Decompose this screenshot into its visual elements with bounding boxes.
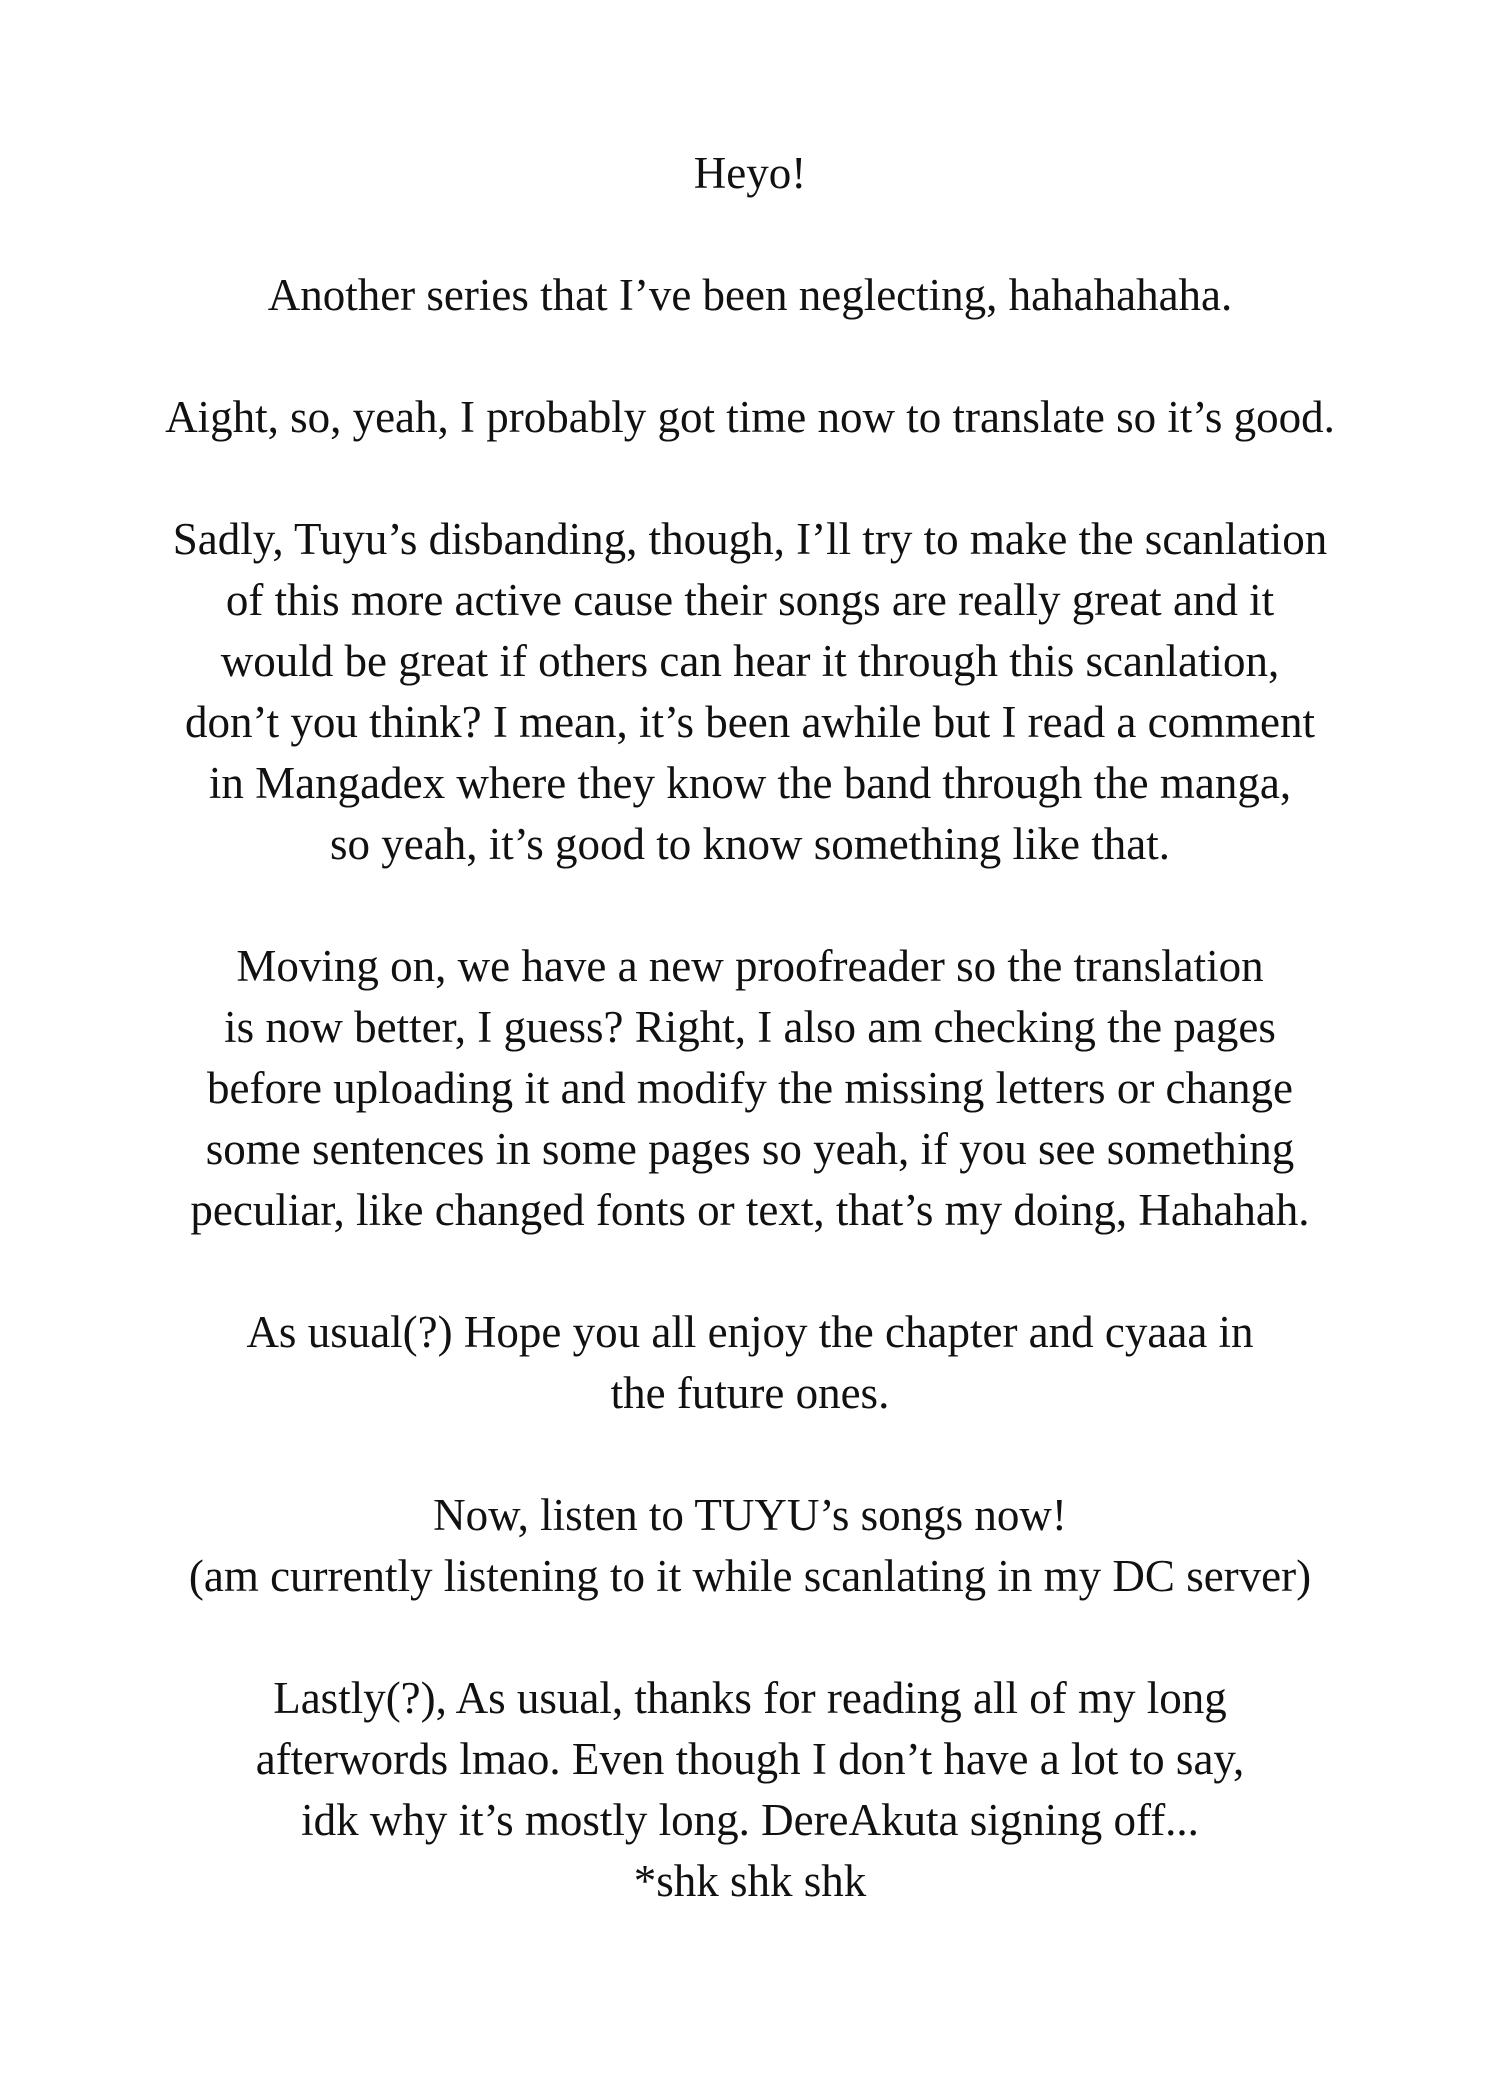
paragraph-listen-tuyu (0, 1485, 1500, 1607)
text-line: some sentences in some pages so yeah, if you see something (205, 1124, 1295, 1174)
text-line: before uploading it and modify the missing letters or change (207, 1063, 1293, 1113)
paragraph-neglecting (0, 265, 1500, 326)
text-line: so yeah, it’s good to know something like that. (330, 819, 1170, 869)
text-line: Now, listen to TUYU’s songs now! (433, 1490, 1067, 1540)
text-line: Moving on, we have a new proofreader so the translation (236, 941, 1264, 991)
afterword-text (0, 143, 1500, 1973)
paragraph-enjoy-chapter (0, 1302, 1500, 1424)
text-line: peculiar, like changed fonts or text, that’s my doing, Hahahah. (190, 1185, 1310, 1235)
text-line: *shk shk shk (633, 1856, 867, 1906)
text-line: Sadly, Tuyu’s disbanding, though, I’ll try to make the scanlation (172, 514, 1328, 564)
text-line: Lastly(?), As usual, thanks for reading all of my long (273, 1673, 1227, 1723)
text-line: As usual(?) Hope you all enjoy the chapter and cyaaa in (246, 1307, 1254, 1357)
paragraph-signing-off (0, 1668, 1500, 1912)
paragraph-tuyu-disbanding (0, 509, 1500, 875)
text-line: idk why it’s mostly long. DereAkuta signing off... (301, 1795, 1199, 1845)
text-line: the future ones. (610, 1368, 890, 1418)
paragraph-proofreader (0, 936, 1500, 1241)
text-line: in Mangadex where they know the band through the manga, (208, 758, 1292, 808)
greeting: Heyo! (693, 148, 807, 198)
text-line: of this more active cause their songs are really great and it (225, 575, 1275, 625)
text-line: afterwords lmao. Even though I don’t have a lot to say, (255, 1734, 1245, 1784)
text-line: Another series that I’ve been neglecting, hahahahaha. (267, 270, 1233, 320)
text-line: would be great if others can hear it through this scanlation, (220, 636, 1280, 686)
paragraph-time-to-translate (0, 387, 1500, 448)
text-line: (am currently listening to it while scanlating in my DC server) (188, 1551, 1312, 1601)
greeting-paragraph (0, 143, 1500, 204)
text-line: Aight, so, yeah, I probably got time now to translate so it’s good. (165, 392, 1335, 442)
text-line: don’t you think? I mean, it’s been awhile but I read a comment (184, 697, 1316, 747)
text-line: is now better, I guess? Right, I also am checking the pages (224, 1002, 1276, 1052)
